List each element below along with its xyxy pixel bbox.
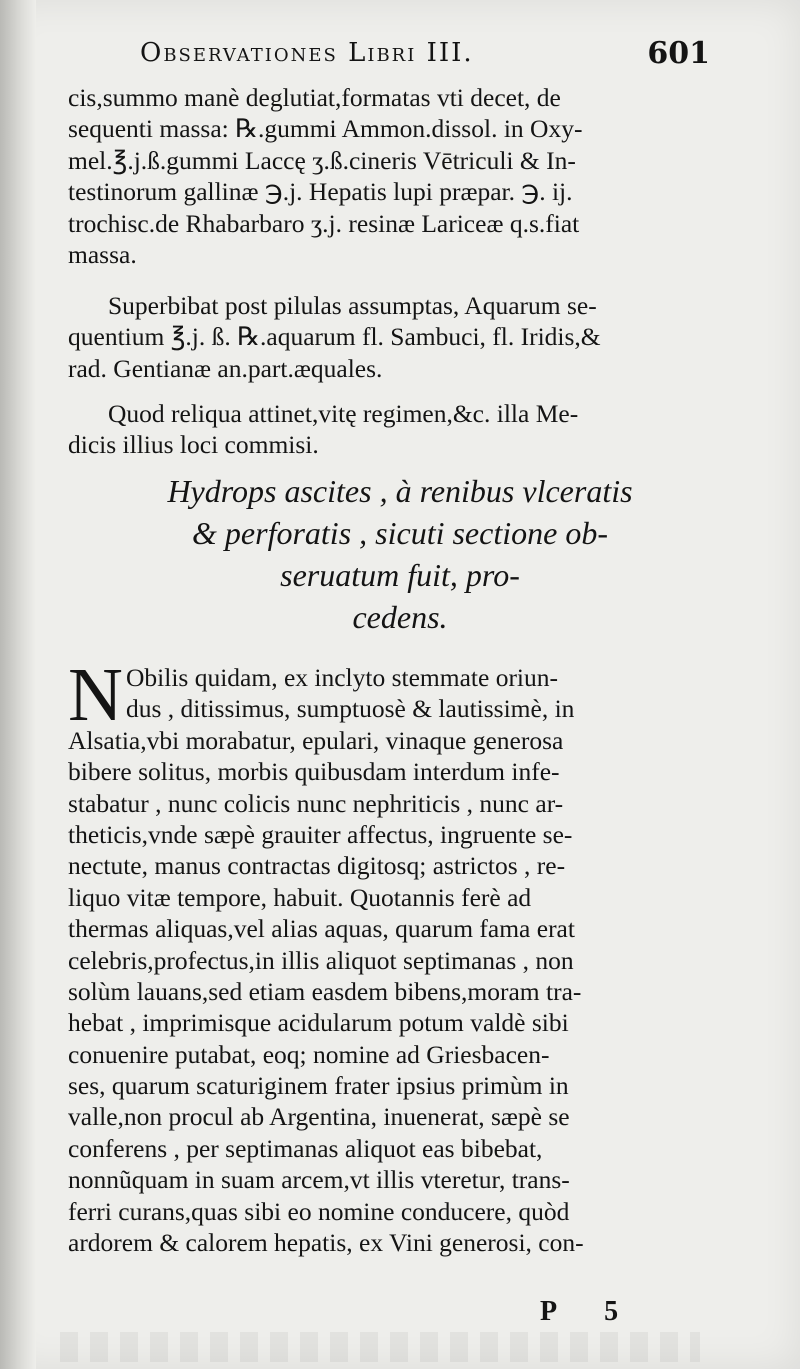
text-line: quentium ℥.j. ß. ℞.aquarum fl. Sambuci, fl. Iridis,& bbox=[68, 322, 601, 352]
text-line: dus , ditissimus, sumptuosè & lautissimè, in bbox=[126, 694, 575, 724]
show-through-ink bbox=[60, 1332, 700, 1362]
drop-cap: N bbox=[68, 653, 123, 737]
paragraph-nobilis bbox=[68, 653, 708, 1258]
paragraph-superbibat bbox=[68, 290, 708, 384]
paragraph-quod-reliqua bbox=[68, 398, 708, 461]
text-line: solùm lauans,sed etiam easdem bibens,moram tra- bbox=[68, 976, 582, 1006]
heading-line: cedens. bbox=[352, 599, 448, 635]
text-line: rad. Gentianæ an.part.æquales. bbox=[68, 353, 383, 383]
text-line: mel.℥.j.ß.gummi Laccę ʒ.ß.cineris Vētriculi & In- bbox=[68, 145, 576, 175]
text-line: ardorem & calorem hepatis, ex Vini generosi, con- bbox=[68, 1228, 584, 1258]
text-line: stabatur , nunc colicis nunc nephriticis , nunc ar- bbox=[68, 788, 564, 818]
text-line: sequenti massa: ℞.gummi Ammon.dissol. in Oxy- bbox=[68, 114, 583, 144]
text-line: nectute, manus contractas digitosq; astrictos , re- bbox=[68, 851, 566, 881]
text-line: bibere solitus, morbis quibusdam interdum infe- bbox=[68, 757, 560, 787]
text-line: nonnũquam in suam arcem,vt illis vteretur, trans- bbox=[68, 1165, 570, 1195]
text-line: thermas aliquas,vel alias aquas, quarum fama erat bbox=[68, 914, 575, 944]
text-line: theticis,vnde sæpè grauiter affectus, ingruente se- bbox=[68, 819, 573, 849]
section-heading bbox=[90, 470, 710, 638]
heading-line: & perforatis , sicuti sectione ob- bbox=[192, 515, 608, 551]
text-line: conferens , per septimanas aliquot eas bibebat, bbox=[68, 1133, 543, 1163]
text-line: ses, quarum scaturiginem frater ipsius primùm in bbox=[68, 1071, 569, 1101]
heading-line: seruatum fuit, pro- bbox=[280, 557, 520, 593]
text-line: hebat , imprimisque acidularum potum valdè sibi bbox=[68, 1008, 569, 1038]
page-footer bbox=[540, 1296, 700, 1328]
text-line: liquo vitæ tempore, habuit. Quotannis ferè ad bbox=[68, 882, 532, 912]
page-number: 601 bbox=[647, 36, 710, 71]
running-title: Observationes Libri III. bbox=[140, 38, 474, 68]
text-line: trochisc.de Rhabarbaro ʒ.j. resinæ Lariceæ q.s.fiat bbox=[68, 208, 580, 238]
paragraph-prescription bbox=[68, 82, 708, 270]
text-line: Alsatia,vbi morabatur, epulari, vinaque generosa bbox=[68, 725, 564, 755]
text-line: celebris,profectus,in illis aliquot septimanas , non bbox=[68, 945, 574, 975]
page-gutter-shadow bbox=[0, 0, 36, 1369]
text-line: dicis illius loci commisi. bbox=[68, 430, 319, 460]
text-line: Superbibat post pilulas assumptas, Aquarum se- bbox=[108, 291, 597, 320]
text-line: ferri curans,quas sibi eo nomine conducere, quòd bbox=[68, 1196, 570, 1226]
text-line: massa. bbox=[68, 239, 137, 269]
heading-line: Hydrops ascites , à renibus vlceratis bbox=[167, 473, 633, 509]
text-line: Obilis quidam, ex inclyto stemmate oriun- bbox=[126, 663, 559, 692]
page-header bbox=[140, 34, 710, 78]
text-line: conuenire putabat, eoq; nomine ad Griesbacen- bbox=[68, 1039, 550, 1069]
signature-number: 5 bbox=[604, 1296, 619, 1327]
text-line: valle,non procul ab Argentina, inuenerat, sæpè se bbox=[68, 1102, 570, 1132]
text-line: testinorum gallinæ ℈.j. Hepatis lupi præpar. ℈. ij. bbox=[68, 177, 573, 207]
signature-mark: P bbox=[540, 1296, 558, 1327]
text-line: cis,summo manè deglutiat,formatas vti decet, de bbox=[68, 83, 561, 112]
text-line: Quod reliqua attinet,vitę regimen,&c. illa Me- bbox=[108, 399, 579, 428]
